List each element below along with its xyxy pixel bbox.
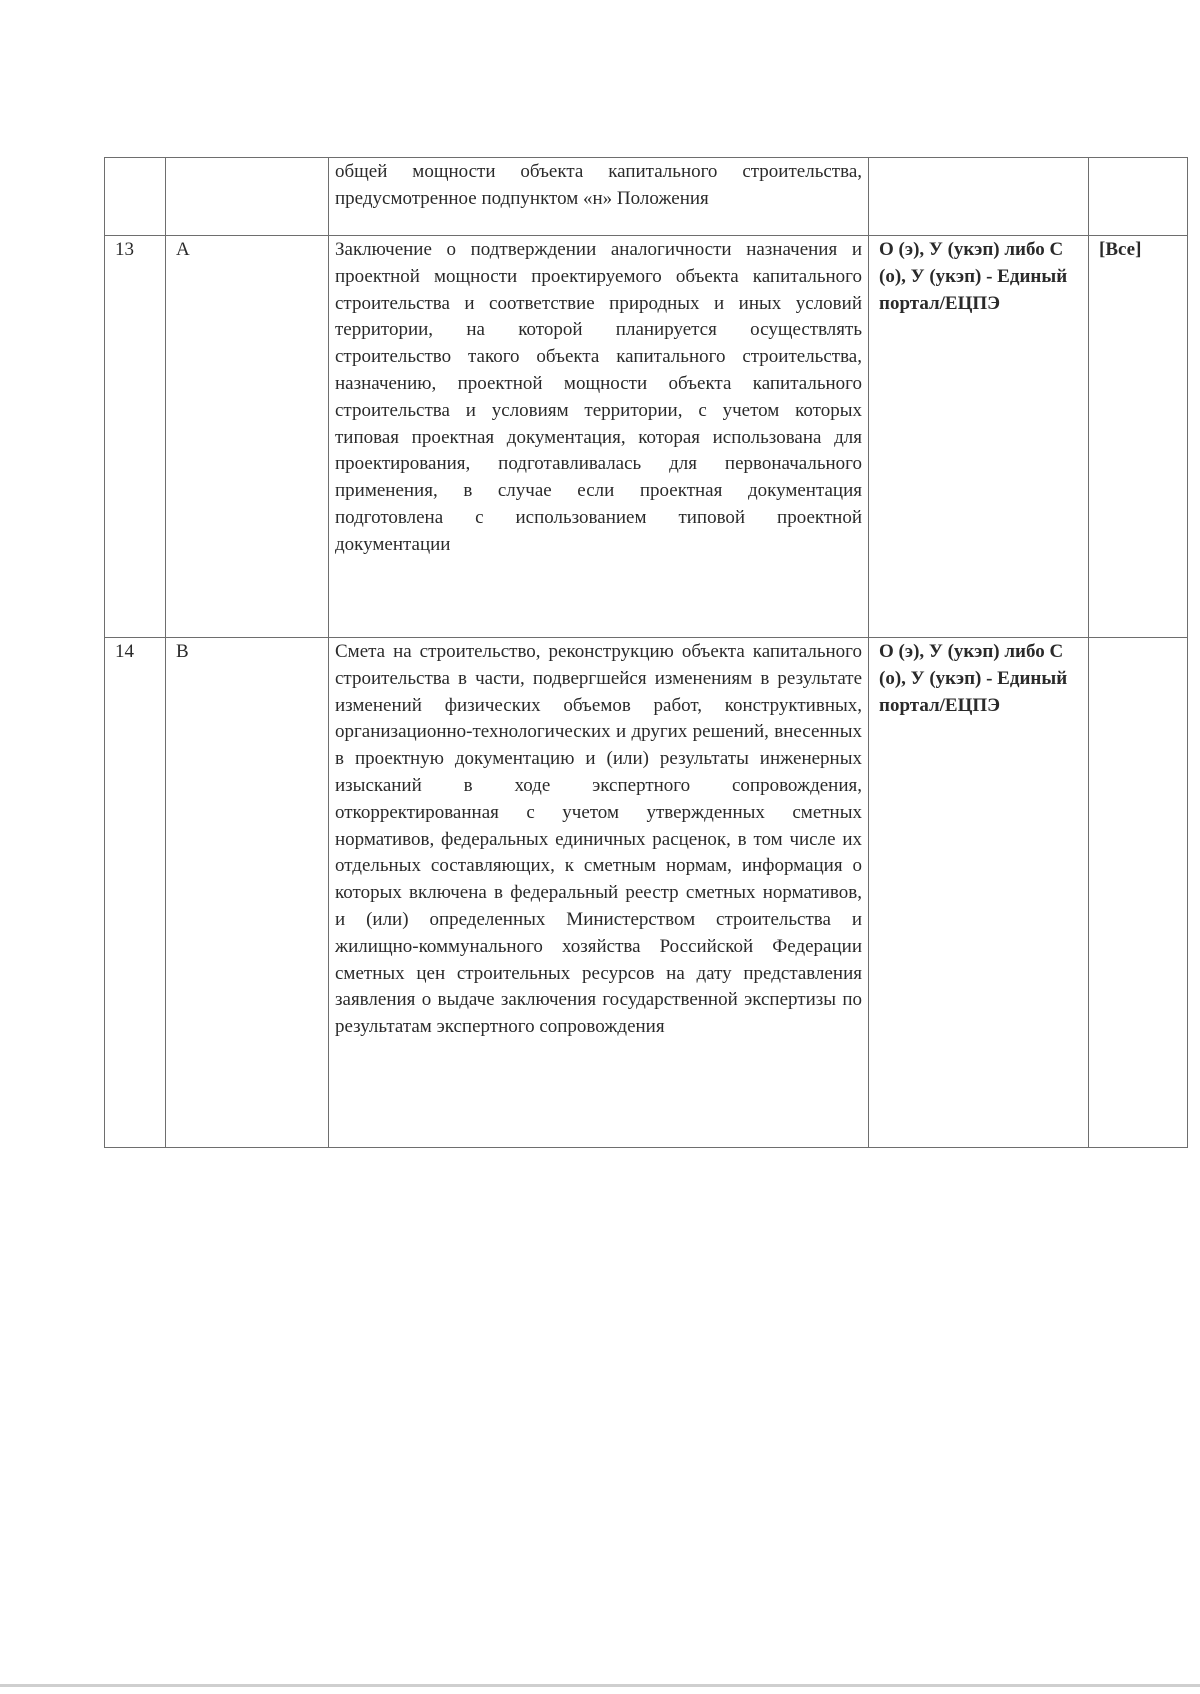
row-number-cell: 14 — [105, 638, 166, 1148]
submission-form-cell: О (э), У (укэп) либо С (о), У (укэп) - Единый портал/ЕЦПЭ — [869, 638, 1089, 1148]
row-number-cell — [105, 158, 166, 236]
submission-form-cell: О (э), У (укэп) либо С (о), У (укэп) - Единый портал/ЕЦПЭ — [869, 236, 1089, 638]
description-cell: Смета на строительство, реконструкцию объекта капитального строительства в части, подвергшейся изменениям в результате изменений физических объемов работ, конструктивных, организационно-технологических и других решений, внесенных в проектную документацию и (или) результаты инженерных изысканий в ходе экспертного сопровождения, откорректированная с учетом утвержденных сметных нормативов, федеральных единичных расценок, в том числе их отдельных составляющих, к сметным нормам, информация о которых включена в федеральный реестр сметных нормативов, и (или) определенных Министерством строительства и жилищно-коммунального хозяйства Российской Федерации сметных цен строительных ресурсов на дату представления заявления о выдаче заключения государственной экспертизы по результатам экспертного сопровождения — [329, 638, 869, 1148]
category-cell: В — [166, 638, 329, 1148]
row-number-cell: 13 — [105, 236, 166, 638]
submission-form-cell — [869, 158, 1089, 236]
applicability-cell — [1089, 638, 1188, 1148]
description-cell: Заключение о подтверждении аналогичности назначения и проектной мощности проектируемого объекта капитального строительства и соответствие природных и иных условий территории, на которой планируется осуществлять строительство такого объекта капитального строительства, назначению, проектной мощности объекта капитального строительства и условиям территории, с учетом которых типовая проектная документация, которая использована для проектирования, подготавливалась для первоначального применения, в случае если проектная документация подготовлена с использованием типовой проектной документации — [329, 236, 869, 638]
page-bottom-edge — [0, 1684, 1200, 1687]
description-cell: общей мощности объекта капитального строительства, предусмотренное подпунктом «н» Положения — [329, 158, 869, 236]
table-row — [105, 638, 1188, 1148]
table-row — [105, 236, 1188, 638]
applicability-cell — [1089, 158, 1188, 236]
category-cell — [166, 158, 329, 236]
category-cell: А — [166, 236, 329, 638]
applicability-cell: [Все] — [1089, 236, 1188, 638]
table-row — [105, 158, 1188, 236]
documents-table — [104, 157, 1188, 1148]
